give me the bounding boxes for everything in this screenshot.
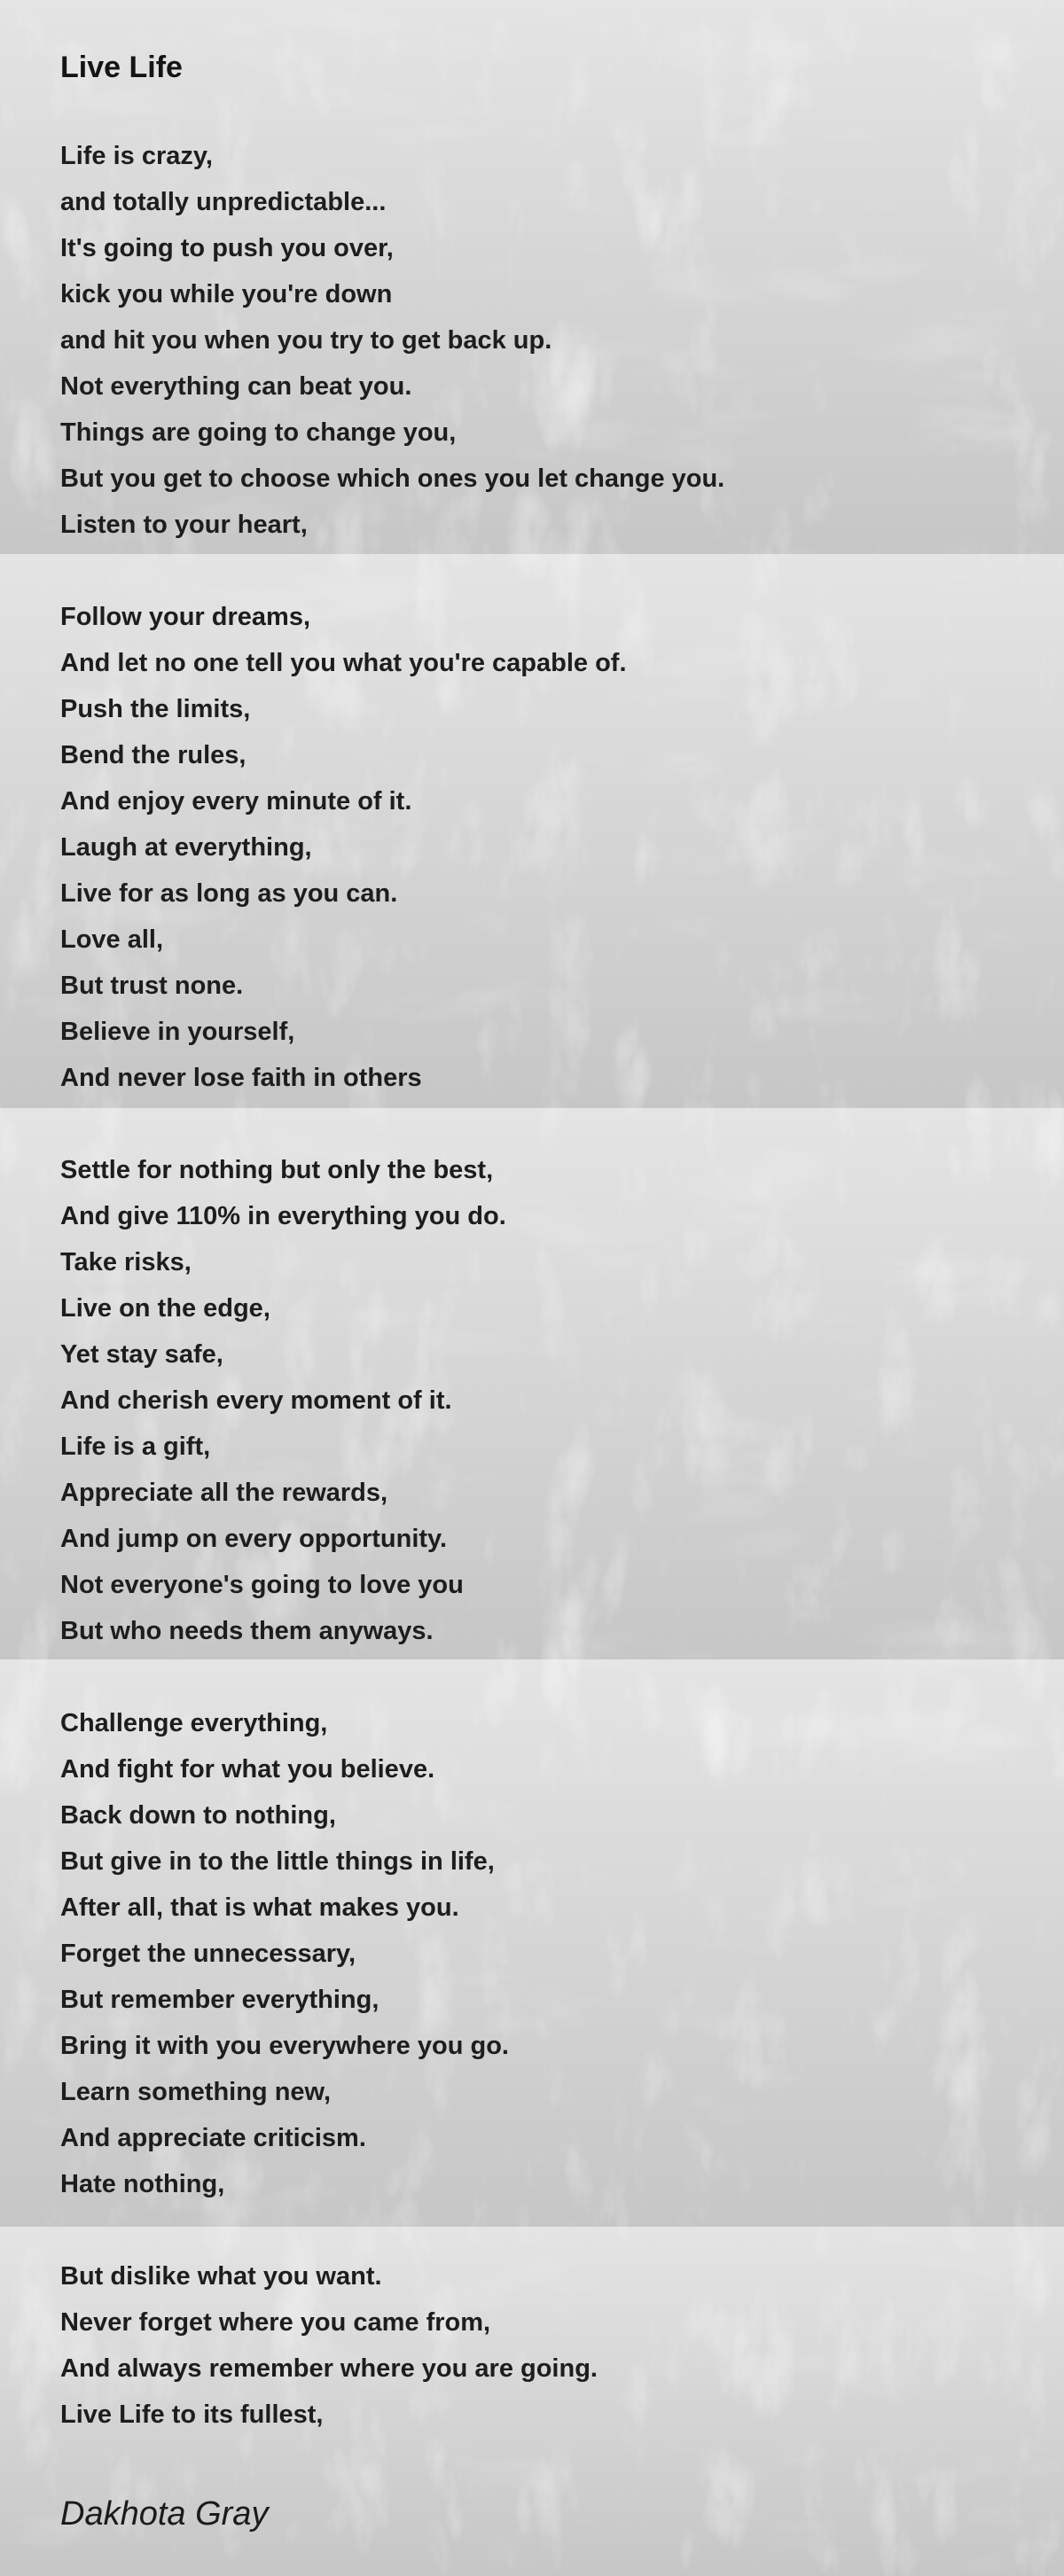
poem-line: Laugh at everything, [60,833,312,862]
poem-line: It's going to push you over, [60,234,394,262]
poem-line: And never lose faith in others [60,1064,422,1092]
poem-stanza [60,594,1029,1101]
poem-line: And enjoy every minute of it. [60,787,412,816]
poem-line: kick you while you're down [60,280,393,308]
poem-line: Not everything can beat you. [60,372,412,401]
poem-line: After all, that is what makes you. [60,1893,459,1922]
poem-line: But dislike what you want. [60,2262,382,2291]
poem-line: Challenge everything, [60,1709,328,1737]
poem-line: Live Life to its fullest, [60,2400,324,2429]
poem-title: Live Life [60,51,183,84]
poem-line: Listen to your heart, [60,511,308,539]
poem-line: Life is crazy, [60,142,213,170]
poem-line: And fight for what you believe. [60,1755,435,1784]
poem-line: And always remember where you are going. [60,2354,598,2383]
poem-line: Love all, [60,925,164,954]
poem-line: Yet stay safe, [60,1340,223,1369]
poem-line: Life is a gift, [60,1432,211,1461]
poem-line: Follow your dreams, [60,603,310,631]
poem-line: And let no one tell you what you're capable of. [60,649,627,677]
poem-line: Learn something new, [60,2078,332,2106]
poem-line: And give 110% in everything you do. [60,1202,506,1230]
poem-line: Take risks, [60,1248,192,1276]
poem-stanza [60,1147,1029,1654]
poem-line: Believe in yourself, [60,1018,295,1046]
poem-line: Appreciate all the rewards, [60,1479,388,1507]
poem-line: Back down to nothing, [60,1801,336,1830]
poem-line: Never forget where you came from, [60,2308,491,2337]
poem-line: And appreciate criticism. [60,2124,366,2152]
poem-line: But give in to the little things in life, [60,1847,495,1876]
poem-author: Dakhota Gray [60,2495,269,2533]
poem-line: Settle for nothing but only the best, [60,1156,494,1184]
poem-line: Bring it with you everywhere you go. [60,2032,509,2060]
poem-stanza [60,133,1029,548]
poem-line: Not everyone's going to love you [60,1571,464,1599]
poem-line: Forget the unnecessary, [60,1940,356,1968]
poem-line: and totally unpredictable... [60,188,387,216]
poem-line: Live on the edge, [60,1294,270,1323]
poem-line: and hit you when you try to get back up. [60,326,552,355]
poem-line: Things are going to change you, [60,418,457,447]
poem-line: But trust none. [60,972,244,1000]
poem-line: But who needs them anyways. [60,1617,434,1645]
poem-line: And cherish every moment of it. [60,1386,452,1415]
poem-line: Live for as long as you can. [60,879,398,908]
poem-body [60,133,1029,2438]
poem-line: Hate nothing, [60,2170,225,2198]
poem-line: And jump on every opportunity. [60,1525,448,1553]
poem-stanza [60,2253,1029,2438]
poem-line: Push the limits, [60,695,251,723]
poem-line: But remember everything, [60,1986,379,2014]
poem-stanza [60,1700,1029,2207]
poem-line: But you get to choose which ones you let change you. [60,464,725,493]
poem-line: Bend the rules, [60,741,246,769]
